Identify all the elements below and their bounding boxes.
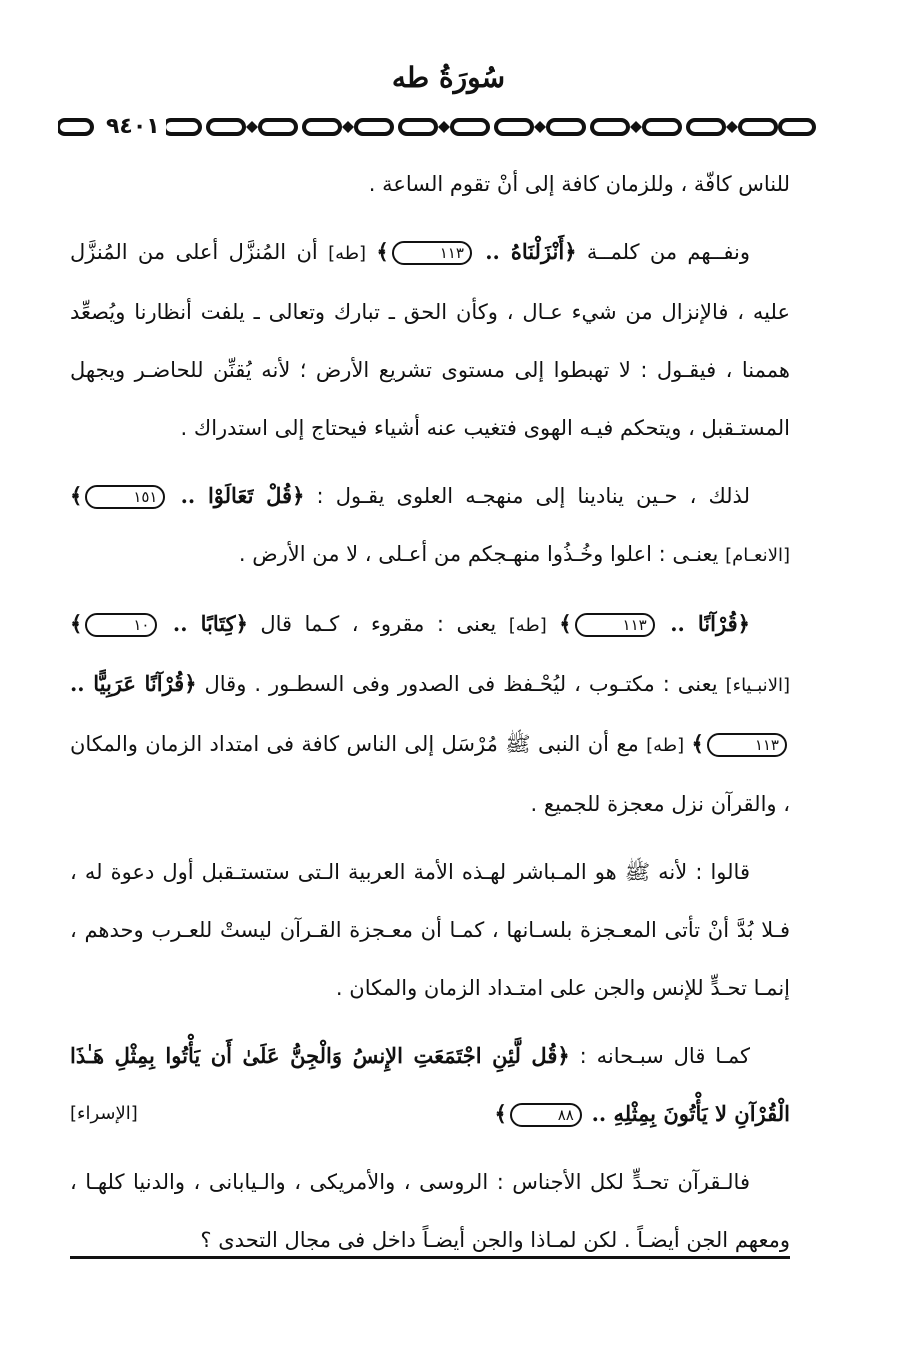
ornament-chain-icon xyxy=(58,112,816,146)
paragraph-6 xyxy=(70,1027,790,1143)
surah-reference: [طه] xyxy=(646,735,685,756)
paragraph-3-body: يعنـى : اعلوا وخُـذُوا منهـجكم من أعـلى ، لا من الأرض . xyxy=(238,542,719,566)
paragraph-4-text-1: يعنى : مقروء ، كـما قال xyxy=(260,612,497,636)
paragraph-4-body: مع أن النبى ﷺ مُرْسَل إلى الناس كافة فى امتداد الزمان والمكان ، والقرآن نزل معجزة للجميع . xyxy=(70,732,790,816)
ornate-bracket-close: ﴾ xyxy=(70,611,83,636)
ayah-number-badge: ١١٣ xyxy=(707,733,787,757)
surah-reference: [طه] xyxy=(328,243,367,264)
paragraph-7: فالـقرآن تحـدٍّ لكل الأجناس : الروسى ، والأمريكى ، والـيابانى ، والدنيا كلهـا ، ومعهم الجن أيضـاً . لكن لمـاذا والجن أيضـاً داخل فى مجال التحدى ؟ xyxy=(70,1170,790,1252)
paragraph-6-intro: كمـا قال سبـحانه : xyxy=(579,1044,750,1068)
paragraph-2-intro: ونفــهم من كلمــة xyxy=(586,240,750,264)
surah-reference: [طه] xyxy=(508,615,547,636)
ornate-bracket-open: ﴿ xyxy=(235,611,248,636)
ornate-bracket-close: ﴾ xyxy=(559,611,572,636)
ornate-bracket-open: ﴿ xyxy=(557,1043,570,1068)
footer-divider xyxy=(70,1256,790,1259)
ornate-bracket-open: ﴿ xyxy=(737,611,750,636)
ayah-number-badge: ١٠ xyxy=(85,613,157,637)
decorative-header-band xyxy=(58,112,816,146)
page-body xyxy=(70,155,790,1279)
paragraph-2 xyxy=(70,223,790,457)
ornate-bracket-open: ﴿ xyxy=(564,239,577,264)
ayah-number-badge: ١١٣ xyxy=(392,241,472,265)
ornate-bracket-close: ﴾ xyxy=(70,483,83,508)
ornate-bracket-open: ﴿ xyxy=(292,483,305,508)
page-number: ٩٤٠١ xyxy=(100,112,166,142)
quran-quote: قُرْآنًا عَرَبِيًّا .. xyxy=(70,671,185,696)
quran-quote: قُرْآنًا .. xyxy=(670,611,738,636)
quran-quote: أَنْزَلْنَاهُ .. xyxy=(485,239,565,264)
quran-quote: قُل لَّئِنِ اجْتَمَعَتِ الإِنسُ وَالْجِنُّ عَلَىٰ أَن يَأْتُوا بِمِثْلِ هَـٰذَا الْقُرْآنِ لا يَأْتُونَ بِمِثْلِهِ .. xyxy=(70,1043,790,1126)
paragraph-4-text-2: يعنى : مكتـوب ، ليُحْـفظ فى الصدور وفى السطـور . وقال xyxy=(204,672,718,696)
surah-reference: [الإسراء] xyxy=(70,1103,138,1124)
ornate-bracket-close: ﴾ xyxy=(691,731,704,756)
paragraph-4 xyxy=(70,595,790,833)
ayah-number-badge: ٨٨ xyxy=(510,1103,582,1127)
paragraph-5: قالوا : لأنه ﷺ هو المـباشر لهـذه الأمة العربية الـتى ستستـقبل أول دعوة له ، فـلا بُدَّ أنْ تأتى المعـجزة بلسـانها ، كمـا أن معـجزة القـرآن ليستْ للعـرب وحدهم ، إنمـا تحـدٍّ للإنس والجن على امتـداد الزمان والمكان . xyxy=(70,860,790,1000)
surah-reference: [الانعـام] xyxy=(725,545,790,566)
ornate-bracket-close: ﴾ xyxy=(376,239,389,264)
paragraph-3 xyxy=(70,467,790,585)
ornate-bracket-close: ﴾ xyxy=(494,1101,507,1126)
ayah-number-badge: ١١٣ xyxy=(575,613,655,637)
surah-reference: [الانبـياء] xyxy=(725,675,790,696)
paragraph-1: للناس كافّة ، وللزمان كافة إلى أنْ تقوم الساعة . xyxy=(368,172,790,196)
paragraph-2-body: أن المُنزَّل أعلى من المُنزَّل عليه ، فالإنزال من شيء عـال ، وكأن الحق ـ تبارك وتعالى ـ يلفت أنظارنا ويُصعِّد هممنا ، فيقـول : لا تهبطوا إلى مستوى تشريع الأرض ؛ لأنه يُقنِّن للحاضـر ويجهل المستـقبل ، ويتحكم فيـه الهوى فتغيب عنه أشياء فيحتاج إلى استدراك . xyxy=(70,240,790,440)
quran-quote: قُلْ تَعَالَوْا .. xyxy=(180,483,293,508)
surah-title: سُورَةُ طه xyxy=(391,61,506,94)
paragraph-3-intro: لذلك ، حـين ينادينا إلى منهجـه العلوى يقـول : xyxy=(316,484,750,508)
quran-quote: كِتَابًا .. xyxy=(172,611,236,636)
ornate-bracket-open: ﴿ xyxy=(184,671,197,696)
ayah-number-badge: ١٥١ xyxy=(85,485,165,509)
